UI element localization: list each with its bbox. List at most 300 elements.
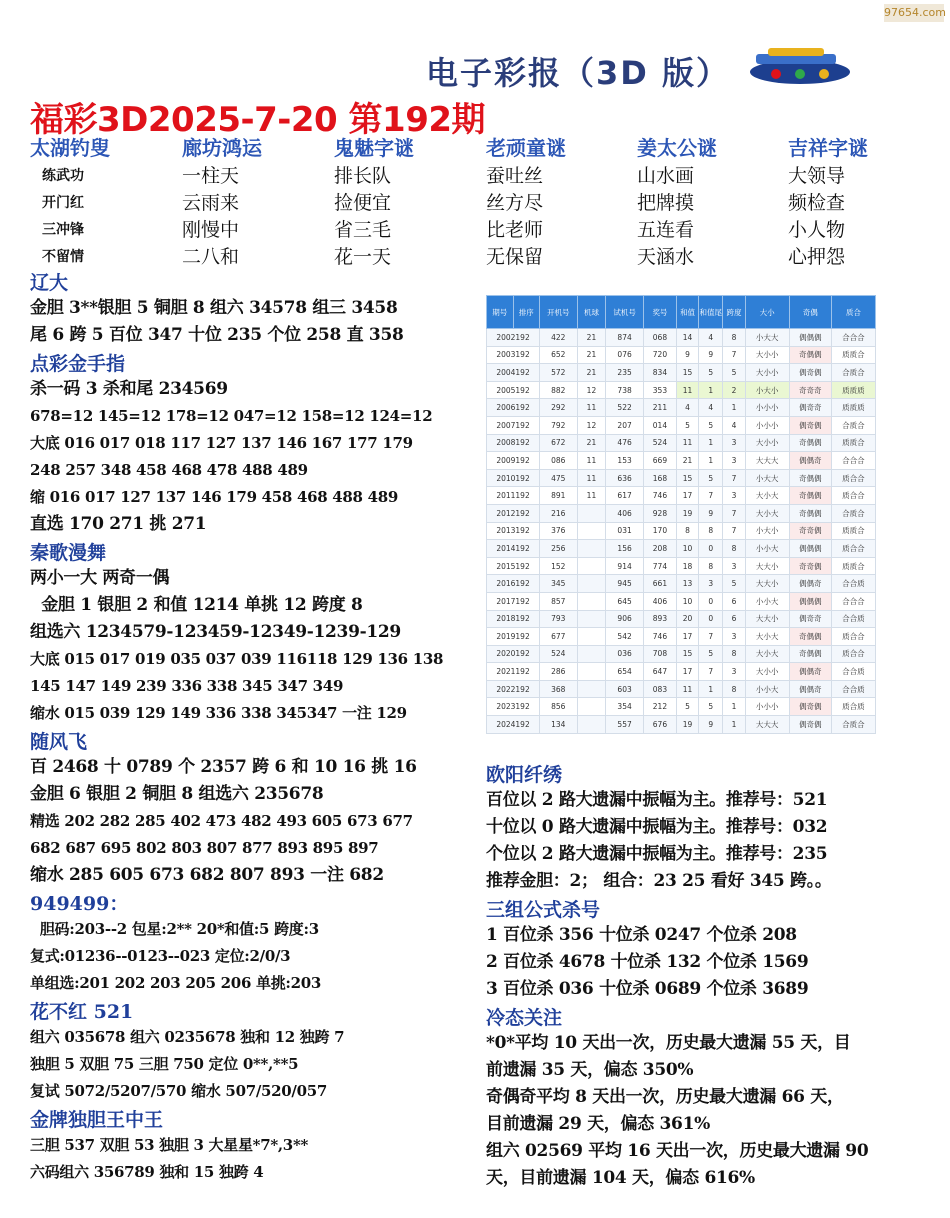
table-cell: 偶偶偶 (789, 540, 831, 558)
table-cell: 738 (606, 381, 644, 399)
table-cell: 292 (540, 399, 578, 417)
table-row (487, 592, 876, 610)
table-cell: 647 (643, 663, 676, 681)
riddle-item: 排长队 (334, 165, 392, 187)
table-cell: 793 (540, 610, 578, 628)
table-cell: 708 (643, 645, 676, 663)
table-cell: 4 (699, 329, 723, 347)
table-cell: 7 (723, 522, 745, 540)
table-cell: 0 (699, 610, 723, 628)
riddle-item: 省三毛 (334, 219, 392, 241)
riddle-col-title: 太湖钓叟 (30, 136, 110, 160)
table-row (487, 346, 876, 364)
riddle-item: 比老师 (486, 219, 544, 241)
table-cell: 792 (540, 416, 578, 434)
table-header: 和值 (677, 296, 699, 329)
table-cell: 奇偶偶 (789, 628, 831, 646)
section-title: 金牌独胆王中王 (30, 1109, 164, 1131)
text-line: 682 687 695 802 803 807 877 893 895 897 (30, 839, 379, 857)
table-cell: 076 (606, 346, 644, 364)
section-title: 949499： (30, 893, 129, 915)
riddle-item: 山水画 (637, 165, 695, 187)
table-cell: 小小小 (745, 399, 789, 417)
table-cell (577, 680, 606, 698)
riddle-item: 捡便宜 (334, 192, 392, 214)
table-cell: 20 (677, 610, 699, 628)
table-row (487, 416, 876, 434)
text-line: 金胆 1 银胆 2 和值 1214 单挑 12 跨度 8 (30, 595, 363, 615)
table-header: 质合 (831, 296, 875, 329)
table-cell: 7 (699, 628, 723, 646)
table-cell: 合合质 (831, 610, 875, 628)
table-cell: 奇偶偶 (789, 346, 831, 364)
table-cell: 奇偶偶 (789, 469, 831, 487)
table-row (487, 434, 876, 452)
table-cell: 15 (677, 364, 699, 382)
table-cell: 235 (606, 364, 644, 382)
table-cell: 10 (677, 592, 699, 610)
table-cell: 2004192 (487, 364, 540, 382)
text-line: 十位以 0 路大遗漏中振幅为主。推荐号：032 (486, 817, 828, 837)
table-cell: 2002192 (487, 329, 540, 347)
text-line: 组选六 1234579-123459-12349-1239-129 (30, 622, 401, 642)
table-cell: 奇偶偶 (789, 434, 831, 452)
table-cell: 奇偶偶 (789, 504, 831, 522)
table-cell: 偶奇奇 (789, 399, 831, 417)
table-cell: 12 (577, 381, 606, 399)
table-cell: 216 (540, 504, 578, 522)
table-cell: 8 (723, 329, 745, 347)
table-cell: 2019192 (487, 628, 540, 646)
table-header: 奇偶 (789, 296, 831, 329)
table-cell: 2 (723, 381, 745, 399)
table-cell (577, 645, 606, 663)
table-cell: 746 (643, 628, 676, 646)
table-cell: 偶偶偶 (789, 592, 831, 610)
table-cell: 4 (699, 399, 723, 417)
riddle-item: 天涵水 (637, 246, 695, 268)
right-content (486, 760, 936, 1192)
table-cell: 2023192 (487, 698, 540, 716)
table-cell: 小小大 (745, 680, 789, 698)
table-row (487, 469, 876, 487)
section-title: 点彩金手指 (30, 353, 126, 375)
table-cell: 小小小 (745, 698, 789, 716)
table-cell: 15 (677, 469, 699, 487)
table-cell: 质合合 (831, 469, 875, 487)
table-cell (577, 540, 606, 558)
text-line: 精选 202 282 285 402 473 482 493 605 673 677 (30, 812, 413, 830)
table-cell: 014 (643, 416, 676, 434)
table-cell: 合质合 (831, 716, 875, 734)
table-cell: 0 (699, 592, 723, 610)
table-cell: 345 (540, 575, 578, 593)
table-cell: 542 (606, 628, 644, 646)
table-cell: 合质合 (831, 416, 875, 434)
table-cell: 17 (677, 628, 699, 646)
table-cell: 2003192 (487, 346, 540, 364)
table-cell: 合合质 (831, 575, 875, 593)
table-cell: 偶偶奇 (789, 663, 831, 681)
table-cell: 617 (606, 487, 644, 505)
table-cell: 合合质 (831, 680, 875, 698)
table-cell: 572 (540, 364, 578, 382)
table-cell: 大小小 (745, 663, 789, 681)
table-row (487, 522, 876, 540)
table-cell: 522 (606, 399, 644, 417)
table-header: 跨度 (723, 296, 745, 329)
table-cell: 11 (577, 469, 606, 487)
table-row (487, 628, 876, 646)
riddle-item: 无保留 (486, 246, 544, 268)
table-cell: 质质合 (831, 346, 875, 364)
table-cell: 5 (699, 645, 723, 663)
table-cell: 3 (723, 487, 745, 505)
text-line: 大底 015 017 019 035 037 039 116118 129 136 138 (30, 650, 444, 668)
table-cell (577, 557, 606, 575)
text-line: 大底 016 017 018 117 127 137 146 167 177 179 (30, 434, 413, 452)
table-cell: 376 (540, 522, 578, 540)
table-cell: 2008192 (487, 434, 540, 452)
table-cell: 质质合 (831, 434, 875, 452)
section-title: 花不红 521 (30, 1001, 134, 1023)
table-cell: 大小小 (745, 346, 789, 364)
table-cell: 603 (606, 680, 644, 698)
section-title: 欧阳纤绣 (486, 764, 563, 786)
section-title: 辽大 (30, 272, 69, 294)
masthead-logo-art (742, 44, 852, 88)
table-cell (577, 522, 606, 540)
riddle-item: 练武功 (42, 168, 84, 184)
table-row (487, 329, 876, 347)
table-row (487, 680, 876, 698)
table-cell: 5 (699, 698, 723, 716)
riddle-item: 频检查 (788, 192, 846, 214)
table-cell: 大小大 (745, 504, 789, 522)
riddle-col-title: 老顽童谜 (486, 136, 566, 160)
table-cell: 645 (606, 592, 644, 610)
text-line: 三胆 537 双胆 53 独胆 3 大星星*7*,3** (30, 1136, 309, 1154)
table-cell: 11 (577, 487, 606, 505)
riddle-col-2 (182, 132, 322, 271)
text-line: 组六 02569 平均 16 天出一次，历史最大遗漏 90 (486, 1141, 869, 1161)
table-cell: 大小大 (745, 628, 789, 646)
text-line: 金胆 6 银胆 2 铜胆 8 组选六 235678 (30, 784, 324, 804)
table-cell: 9 (677, 346, 699, 364)
table-cell: 086 (540, 452, 578, 470)
table-cell: 406 (606, 504, 644, 522)
table-cell: 9 (699, 346, 723, 364)
table-row (487, 364, 876, 382)
table-header: 试机号 (606, 296, 644, 329)
table-cell: 834 (643, 364, 676, 382)
table-cell: 4 (723, 416, 745, 434)
table-cell: 2011192 (487, 487, 540, 505)
table-cell: 2009192 (487, 452, 540, 470)
table-cell: 奇偶偶 (789, 487, 831, 505)
table-row (487, 645, 876, 663)
table-cell: 031 (606, 522, 644, 540)
table-cell: 3 (723, 628, 745, 646)
table-cell: 2018192 (487, 610, 540, 628)
table-cell: 11 (577, 399, 606, 417)
table-header: 期号 (487, 296, 514, 329)
table-cell: 14 (677, 329, 699, 347)
table-cell: 152 (540, 557, 578, 575)
table-cell: 945 (606, 575, 644, 593)
table-cell: 1 (723, 716, 745, 734)
table-cell (577, 610, 606, 628)
table-cell: 奇奇奇 (789, 381, 831, 399)
text-line: 复式:01236--0123--023 定位:2/0/3 (30, 947, 291, 965)
table-cell (577, 575, 606, 593)
table-cell: 小大小 (745, 381, 789, 399)
table-cell: 354 (606, 698, 644, 716)
table-cell: 524 (643, 434, 676, 452)
issue-headline: 福彩3D2025-7-20 第192期 (30, 100, 486, 140)
table-cell: 小小小 (745, 416, 789, 434)
table-cell: 7 (699, 663, 723, 681)
text-line: 组六 035678 组六 0235678 独和 12 独跨 7 (30, 1028, 345, 1046)
table-cell: 7 (723, 346, 745, 364)
table-cell: 1 (699, 434, 723, 452)
table-cell: 6 (723, 610, 745, 628)
table-header: 排序 (513, 296, 540, 329)
text-line: 百 2468 十 0789 个 2357 跨 6 和 10 16 挑 16 (30, 757, 417, 777)
text-line: 单组选:201 202 203 205 206 单挑:203 (30, 974, 322, 992)
table-header: 开机号 (540, 296, 578, 329)
table-cell: 偶偶奇 (789, 680, 831, 698)
text-line: 天，目前遗漏 104 天，偏态 616% (486, 1168, 755, 1188)
site-watermark: 97654.com (884, 4, 944, 22)
table-cell: 8 (699, 557, 723, 575)
riddle-col-title: 吉祥字谜 (788, 136, 868, 160)
table-header: 机球 (577, 296, 606, 329)
table-header-row (487, 296, 876, 329)
table-cell (577, 592, 606, 610)
table-cell: 2022192 (487, 680, 540, 698)
table-cell: 1 (699, 452, 723, 470)
text-line: 目前遗漏 29 天，偏态 361% (486, 1114, 710, 1134)
table-cell: 21 (577, 434, 606, 452)
table-cell: 636 (606, 469, 644, 487)
text-line: 缩 016 017 127 137 146 179 458 468 488 489 (30, 488, 399, 506)
table-cell: 21 (577, 346, 606, 364)
table-cell: 422 (540, 329, 578, 347)
table-cell: 15 (677, 645, 699, 663)
table-cell: 8 (723, 680, 745, 698)
table-cell: 211 (643, 399, 676, 417)
text-line: 678=12 145=12 178=12 047=12 158=12 124=12 (30, 407, 433, 425)
table-cell: 256 (540, 540, 578, 558)
text-line: 奇偶奇平均 8 天出一次，历史最大遗漏 66 天， (486, 1087, 844, 1107)
table-row (487, 698, 876, 716)
table-cell: 11 (677, 680, 699, 698)
table-row (487, 504, 876, 522)
table-cell: 8 (677, 522, 699, 540)
table-cell: 18 (677, 557, 699, 575)
table-cell: 168 (643, 469, 676, 487)
riddle-item: 五连看 (637, 219, 695, 241)
text-line: 缩水 015 039 129 149 336 338 345347 一注 129 (30, 704, 407, 722)
table-cell: 652 (540, 346, 578, 364)
text-line: 1 百位杀 356 十位杀 0247 个位杀 208 (486, 925, 797, 945)
table-cell: 质质合 (831, 557, 875, 575)
text-line: 前遗漏 35 天，偏态 350% (486, 1060, 694, 1080)
text-line: 推荐金胆：2； 组合：23 25 看好 345 跨。。 (486, 871, 832, 891)
table-cell: 475 (540, 469, 578, 487)
table-cell: 7 (699, 487, 723, 505)
table-cell: 小大大 (745, 329, 789, 347)
table-cell: 大小大 (745, 645, 789, 663)
table-cell: 小小大 (745, 592, 789, 610)
table-cell (577, 628, 606, 646)
riddle-item: 二八和 (182, 246, 240, 268)
table-row (487, 610, 876, 628)
text-line: 胆码:203--2 包星:2** 20*和值:5 跨度:3 (30, 920, 319, 938)
text-line: 2 百位杀 4678 十位杀 132 个位杀 1569 (486, 952, 809, 972)
table-cell (577, 698, 606, 716)
table-cell: 212 (643, 698, 676, 716)
table-cell: 2021192 (487, 663, 540, 681)
table-cell: 3 (723, 663, 745, 681)
table-cell: 2007192 (487, 416, 540, 434)
table-cell: 11 (577, 452, 606, 470)
text-line: 直选 170 271 挑 271 (30, 514, 207, 534)
table-cell: 2020192 (487, 645, 540, 663)
riddle-item: 花一天 (334, 246, 392, 268)
table-cell (577, 716, 606, 734)
table-cell: 质合合 (831, 487, 875, 505)
table-cell: 2006192 (487, 399, 540, 417)
table-cell: 11 (677, 381, 699, 399)
table-cell: 12 (577, 416, 606, 434)
table-cell: 661 (643, 575, 676, 593)
table-cell: 083 (643, 680, 676, 698)
riddle-col-3 (334, 132, 474, 271)
table-cell: 19 (677, 504, 699, 522)
table-cell: 5 (677, 698, 699, 716)
table-cell: 906 (606, 610, 644, 628)
table-cell: 4 (677, 399, 699, 417)
table-cell: 13 (677, 575, 699, 593)
table-cell: 偶偶奇 (789, 452, 831, 470)
table-cell: 669 (643, 452, 676, 470)
table-cell: 奇奇偶 (789, 522, 831, 540)
section-title: 冷态关注 (486, 1007, 563, 1029)
table-cell: 大大小 (745, 557, 789, 575)
table-cell: 882 (540, 381, 578, 399)
table-cell: 856 (540, 698, 578, 716)
table-row (487, 452, 876, 470)
table-cell: 1 (699, 381, 723, 399)
table-cell: 720 (643, 346, 676, 364)
riddle-item: 小人物 (788, 219, 846, 241)
riddle-col-title: 姜太公谜 (637, 136, 717, 160)
table-cell (577, 663, 606, 681)
table-cell: 891 (540, 487, 578, 505)
table-cell: 406 (643, 592, 676, 610)
riddle-col-1 (30, 132, 170, 271)
table-cell: 偶奇偶 (789, 416, 831, 434)
table-cell: 8 (723, 540, 745, 558)
text-line: 个位以 2 路大遗漏中振幅为主。推荐号：235 (486, 844, 828, 864)
table-cell: 8 (699, 522, 723, 540)
table-cell: 2016192 (487, 575, 540, 593)
table-header: 奖号 (643, 296, 676, 329)
table-cell: 672 (540, 434, 578, 452)
table-cell: 小大大 (745, 469, 789, 487)
table-cell: 1 (699, 680, 723, 698)
table-cell: 大小小 (745, 434, 789, 452)
history-table (486, 295, 876, 734)
table-cell: 21 (677, 452, 699, 470)
riddle-item: 云雨来 (182, 192, 240, 214)
section-title: 随风飞 (30, 731, 88, 753)
table-row (487, 381, 876, 399)
table-cell: 5 (677, 416, 699, 434)
table-cell: 9 (699, 504, 723, 522)
table-body (487, 329, 876, 734)
table-cell: 5 (699, 416, 723, 434)
table-cell: 286 (540, 663, 578, 681)
table-cell: 1 (723, 698, 745, 716)
text-line: 248 257 348 458 468 478 488 489 (30, 461, 308, 479)
table-cell: 质质合 (831, 522, 875, 540)
table-cell: 654 (606, 663, 644, 681)
riddle-item: 三冲锋 (42, 222, 84, 238)
table-cell: 质合合 (831, 540, 875, 558)
table-cell: 207 (606, 416, 644, 434)
riddle-col-4 (486, 132, 626, 271)
table-cell: 2024192 (487, 716, 540, 734)
table-cell: 1 (723, 399, 745, 417)
table-cell: 5 (699, 364, 723, 382)
table-cell: 2015192 (487, 557, 540, 575)
riddle-col-title: 鬼魅字谜 (334, 136, 414, 160)
riddle-item: 大领导 (788, 165, 846, 187)
table-cell: 10 (677, 540, 699, 558)
text-line: 百位以 2 路大遗漏中振幅为主。推荐号：521 (486, 790, 828, 810)
table-cell: 170 (643, 522, 676, 540)
text-line: 杀一码 3 杀和尾 234569 (30, 379, 228, 399)
riddle-item: 心押怨 (788, 246, 846, 268)
table-cell: 7 (723, 469, 745, 487)
table-cell: 928 (643, 504, 676, 522)
table-cell: 3 (723, 557, 745, 575)
riddle-item: 把牌摸 (637, 192, 695, 214)
riddle-item: 开门红 (42, 195, 84, 211)
table-cell: 368 (540, 680, 578, 698)
table-cell: 156 (606, 540, 644, 558)
masthead-title: 电子彩报（3D 版） (426, 54, 730, 92)
table-cell: 大小小 (745, 364, 789, 382)
table-cell: 大大小 (745, 610, 789, 628)
left-content (30, 268, 480, 1186)
text-line: 145 147 149 239 336 338 345 347 349 (30, 677, 344, 695)
table-cell: 0 (699, 540, 723, 558)
table-cell: 3 (723, 452, 745, 470)
table-cell: 2010192 (487, 469, 540, 487)
table-cell: 524 (540, 645, 578, 663)
table-row (487, 716, 876, 734)
table-cell: 11 (677, 434, 699, 452)
table-cell: 偶奇偶 (789, 698, 831, 716)
table-row (487, 557, 876, 575)
text-line: 独胆 5 双胆 75 三胆 750 定位 0**,**5 (30, 1055, 299, 1073)
table-row (487, 487, 876, 505)
riddle-col-5 (637, 132, 777, 271)
